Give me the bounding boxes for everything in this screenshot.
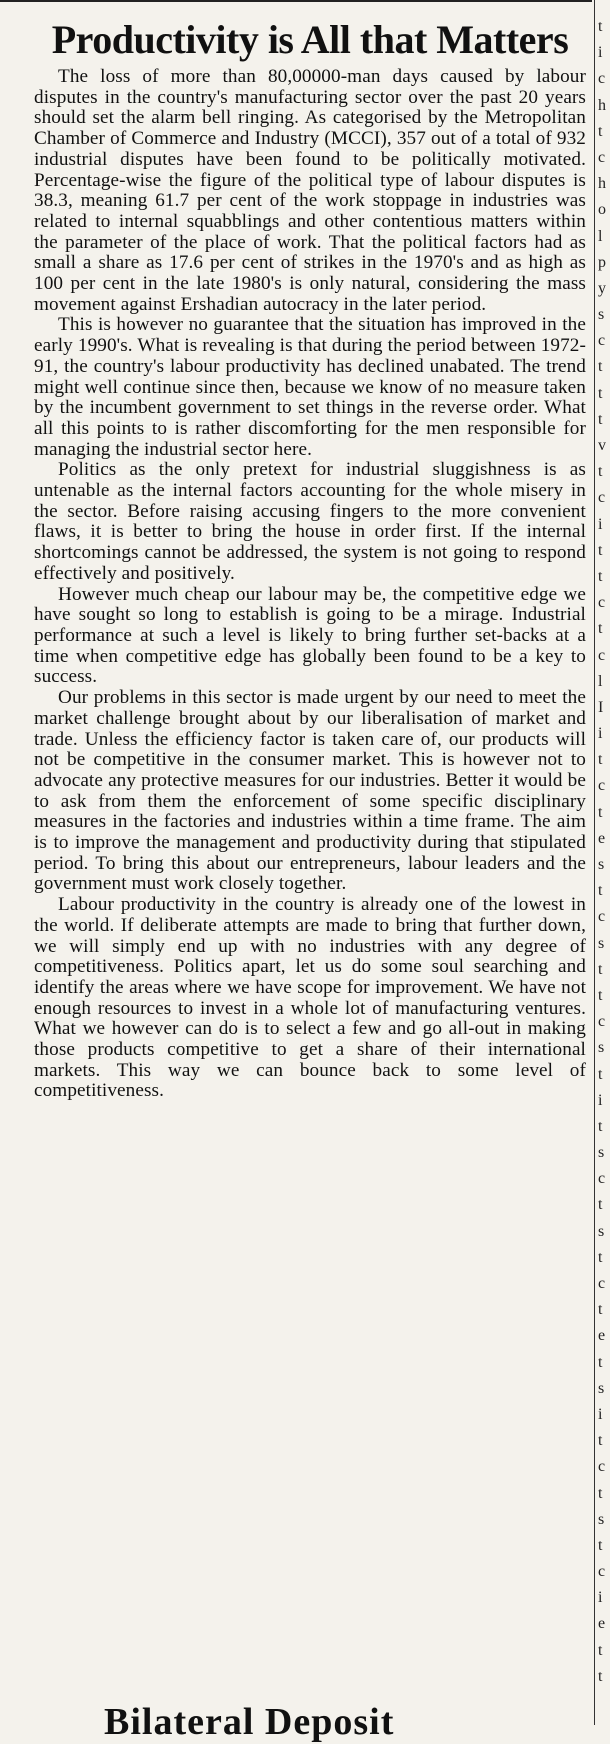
- adjacent-column-fragment: i: [598, 1091, 603, 1109]
- paragraph: This is however no guarantee that the situation has improved in the early 1990's. What is revealing is that during the period between 1972-91, the country's labour productivity has declined unabated. The trend might well continue since then, because we know of no measure taken by the incumbent government to set things in the reverse order. What all this points to is rather discomforting for the men responsible for managing the industrial sector here.: [34, 314, 586, 460]
- adjacent-column-fragment: p: [598, 253, 606, 271]
- adjacent-column-fragment: c: [598, 908, 606, 926]
- adjacent-column-fragment: i: [598, 44, 603, 62]
- adjacent-column-fragment: c: [598, 1013, 606, 1031]
- adjacent-column-fragment: t: [598, 1432, 603, 1450]
- adjacent-column-fragment: l: [598, 672, 603, 690]
- adjacent-column-fragment: o: [598, 201, 606, 219]
- adjacent-column-fragment: t: [598, 1484, 603, 1502]
- adjacent-column-fragment: t: [598, 1667, 603, 1685]
- adjacent-column-fragment: t: [598, 541, 603, 559]
- adjacent-column-fragment: t: [598, 567, 603, 585]
- column-divider: [594, 0, 595, 1725]
- paragraph: Politics as the only pretext for industrial sluggishness is as untenable as the internal factors accounting for the whole misery in the sector. Before raising accusing fingers to the more convenient flaws, it is better to bring the house in order first. If the internal shortcomings cannot be addressed, the system is not going to respond effectively and positively.: [34, 459, 586, 584]
- adjacent-column-fragment: c: [598, 148, 606, 166]
- adjacent-column-fragment: t: [598, 882, 603, 900]
- adjacent-column-fragment: i: [598, 515, 603, 533]
- adjacent-column-fragment: c: [598, 1563, 606, 1581]
- adjacent-column-fragment: t: [598, 751, 603, 769]
- adjacent-column-fragment: c: [598, 1170, 606, 1188]
- adjacent-column-fragment: e: [598, 829, 606, 847]
- paragraph: Our problems in this sector is made urgent by our need to meet the market challenge brought about by our liberalisation of market and trade. Unless the efficiency factor is taken care of, our products will not be competitive in the consumer market. This is however not to advocate any protective measures for our industries. Better it would be to ask from them the enforcement of some specific disciplinary measures in the factories and industries within a time frame. The aim is to improve the management and productivity during that stipulated period. To bring this about our entrepreneurs, labour leaders and the government must work closely together.: [34, 687, 586, 895]
- adjacent-column-fragment: t: [598, 384, 603, 402]
- paragraph: Labour productivity in the country is already one of the lowest in the world. If deliberate attempts are made to bring that further down, we will simply end up with no industries with any degree of competitiveness. Politics apart, let us do some soul searching and identify the areas where we have scope for improvement. We have not enough resources to invest in a whole lot of manufacturing ventures. What we however can do is to select a few and go all-out in making those products competitive to get a share of their international markets. This way we can bounce back to some level of competitiveness.: [34, 894, 586, 1102]
- next-article-headline: Bilateral Deposit: [104, 1701, 395, 1743]
- adjacent-column-fragment: c: [598, 489, 606, 507]
- adjacent-column-fragment: t: [598, 620, 603, 638]
- top-rule: [0, 0, 592, 2]
- adjacent-column-fragment: t: [598, 1641, 603, 1659]
- adjacent-column-fragment: t: [598, 803, 603, 821]
- adjacent-column-fragment: t: [598, 18, 603, 35]
- adjacent-column-fragment: c: [598, 332, 606, 350]
- adjacent-column-fragment: s: [598, 934, 605, 952]
- adjacent-column-fragment: i: [598, 1405, 603, 1423]
- adjacent-column-fragment: i: [598, 725, 603, 743]
- adjacent-column-fragment: t: [598, 1301, 603, 1319]
- adjacent-column-fragment: s: [598, 856, 605, 873]
- adjacent-column-fragment: t: [598, 358, 603, 376]
- adjacent-column-fragment: t: [598, 1248, 603, 1266]
- paragraph: The loss of more than 80,00000-man days caused by labour disputes in the country's manufacturing sector over the past 20 years should set the alarm bell ringing. As categorised by the Metropolitan Chamber of Commerce and Industry (MCCI), 357 out of a total of 932 industrial disputes have been found to be politically motivated. Percentage-wise the figure of the political type of labour disputes is 38.3, meaning 61.7 per cent of the work stoppage in industries was related to internal squabblings and other contentious matters within the parameter of the place of work. That the political factors had as small a share as 17.6 per cent of strikes in the 1970's and as high as 100 per cent in the late 1980's is only natural, considering the mass movement against Ershadian autocracy in the later period.: [34, 66, 586, 315]
- adjacent-column-fragment: y: [598, 279, 606, 297]
- adjacent-column-fragment: c: [598, 70, 606, 88]
- article-body: [34, 67, 586, 1102]
- adjacent-column-fragment: s: [598, 1510, 605, 1528]
- adjacent-column-fragment: t: [598, 122, 603, 140]
- adjacent-column-fragment: h: [598, 96, 606, 114]
- adjacent-column-fragment: s: [598, 1144, 605, 1162]
- adjacent-column-fragment: h: [598, 175, 606, 193]
- adjacent-column-fragment: I: [598, 698, 604, 716]
- adjacent-column-fragment: c: [598, 646, 606, 664]
- adjacent-column-fragment: v: [598, 437, 606, 454]
- adjacent-column-fragment: t: [598, 986, 603, 1004]
- adjacent-column-fragment: t: [598, 463, 603, 481]
- adjacent-column-fragment: c: [598, 594, 606, 612]
- adjacent-column-fragment: s: [598, 1039, 605, 1057]
- adjacent-column-fragment: e: [598, 1327, 606, 1345]
- adjacent-column-fragment: t: [598, 1536, 603, 1554]
- adjacent-column-fragment: s: [598, 1222, 605, 1240]
- article: [34, 4, 586, 1102]
- adjacent-column-fragment: t: [598, 1117, 603, 1135]
- adjacent-column-fragment: t: [598, 960, 603, 978]
- adjacent-column-fragment: t: [598, 1196, 603, 1214]
- article-headline: Productivity is All that Matters: [51, 17, 569, 62]
- adjacent-column-fragment: t: [598, 410, 603, 428]
- adjacent-column-fragment: s: [598, 306, 605, 324]
- adjacent-column-fragment: t: [598, 1065, 603, 1083]
- adjacent-column-fragment: c: [598, 777, 606, 795]
- adjacent-column-fragment: e: [598, 1615, 606, 1633]
- adjacent-column-fragment: s: [598, 1379, 605, 1397]
- adjacent-column-fragment: c: [598, 1275, 606, 1292]
- adjacent-column-fragments: [598, 14, 610, 1690]
- adjacent-column-fragment: l: [598, 227, 603, 245]
- adjacent-column-fragment: c: [598, 1458, 606, 1476]
- adjacent-column-fragment: t: [598, 1353, 603, 1371]
- paragraph: However much cheap our labour may be, the competitive edge we have sought so long to establish is going to be a mirage. Industrial performance at such a level is likely to bring further set-backs at a time when competitive edge has globally been found to be a key to success.: [34, 583, 586, 688]
- adjacent-column-fragment: i: [598, 1589, 603, 1607]
